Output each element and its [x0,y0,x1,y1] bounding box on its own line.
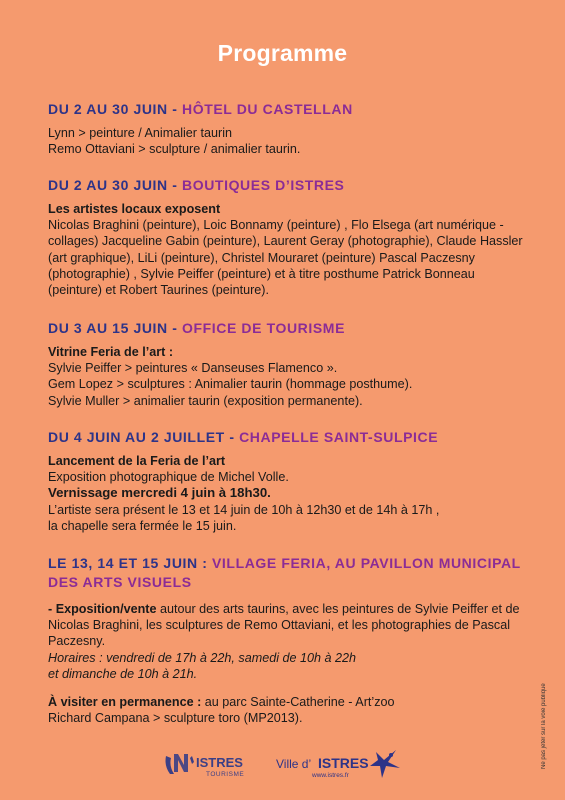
section-subtitle: Les artistes locaux exposent [48,202,221,216]
section-office-tourisme [48,319,528,409]
permanent-text: au parc Sainte-Catherine - Art’zoo [201,695,395,710]
logo2-main: ISTRES [318,755,369,771]
expo-label: - Exposition/vente [48,602,157,616]
vertical-disposal-note: Ne pas jeter sur la voie publique [541,683,547,769]
artist-line: Sylvie Peiffer > peintures « Danseuses Flamenco ». [48,361,338,376]
info-line: L’artiste sera présent le 13 et 14 juin de 10h à 12h30 et de 14h à 17h , [48,502,440,517]
section-body [48,125,528,157]
logo1-main: ISTRES [196,755,243,770]
section-body [48,601,528,726]
section-place: BOUTIQUES D’ISTRES [182,177,345,193]
section-date: DU 2 AU 30 JUIN [48,101,168,117]
section-place: HÔTEL DU CASTELLAN [182,101,353,117]
artist-paragraph: Nicolas Braghini (peinture), Loic Bonnamy (peinture) , Flo Elsega (art numérique - collages) Jacqueline Gabin (peinture), Laurent Geray (photographie), Claude Hassler (art graphique), LiLi (peinture), Christel Mouraret (peinture) Pascal Paczesny (photographie) , Sylvie Peiffer (peinture) et à titre posthume Patrick Bonneau (peinture) et Robert Taurines (peinture). [48,218,523,298]
logo2-url: www.istres.fr [312,772,349,779]
expo-paragraph [48,601,528,650]
section-boutiques-istres [48,176,528,298]
section-heading [48,554,528,592]
permanent-line-2: Richard Campana > sculpture toro (MP2013). [48,711,303,726]
ville-istres-logo [274,748,404,780]
section-place: CHAPELLE SAINT-SULPICE [239,429,439,445]
ville-istres-icon [274,748,404,780]
info-line: la chapelle sera fermée le 15 juin. [48,518,237,533]
artist-line: Sylvie Muller > animalier taurin (exposition permanente). [48,393,363,408]
artist-line: Lynn > peinture / Animalier taurin [48,126,232,140]
section-subtitle: Vitrine Feria de l’art : [48,345,174,359]
hours-line: et dimanche de 10h à 21h. [48,666,198,681]
permanent-label: À visiter en permanence : [48,695,202,710]
section-subtitle: Lancement de la Feria de l’art [48,454,226,468]
artist-line: Remo Ottaviani > sculpture / animalier taurin. [48,142,301,157]
section-body [48,344,528,409]
section-date: DU 2 AU 30 JUIN [48,177,168,193]
page-title: Programme [217,40,348,66]
section-body [48,201,528,298]
section-village-feria [48,554,528,726]
istres-tourisme-icon [162,750,262,780]
vernissage-line: Vernissage mercredi 4 juin à 18h30. [48,485,271,501]
section-heading: DU 4 JUIN AU 2 JUILLET - CHAPELLE SAINT-SULPICE [48,429,439,445]
permanent-line [48,694,528,710]
logo2-prefix: Ville d’ [276,757,312,771]
artist-line: Gem Lopez > sculptures : Animalier taurin (hommage posthume). [48,377,413,392]
hours-line: Horaires : vendredi de 17h à 22h, samedi de 10h à 22h [48,650,357,665]
section-heading: DU 2 AU 30 JUIN - BOUTIQUES D’ISTRES [48,177,345,193]
istres-tourisme-logo [162,750,262,780]
section-body [48,453,528,534]
section-hotel-castellan [48,100,528,157]
section-date: DU 3 AU 15 JUIN [48,320,168,336]
info-line: Exposition photographique de Michel Volle. [48,470,289,485]
expo-text: autour des arts taurins, avec les peintures de Sylvie Peiffer et de Nicolas Braghini, les sculptures de Remo Ottaviani, et les photographies de Pascal Paczesny. [48,602,520,649]
section-chapelle [48,428,528,534]
section-place: OFFICE DE TOURISME [182,320,346,336]
footer [0,748,565,782]
section-date: DU 4 JUIN AU 2 JUILLET [48,429,225,445]
section-heading: DU 2 AU 30 JUIN - HÔTEL DU CASTELLAN [48,101,353,117]
section-heading: DU 3 AU 15 JUIN - OFFICE DE TOURISME [48,320,346,336]
logo1-sub: TOURISME [206,771,245,778]
section-date: LE 13, 14 ET 15 JUIN : [48,555,208,571]
section-place: VILLAGE FERIA, AU PAVILLON MUNICIPAL DES ARTS VISUELS [48,555,521,590]
